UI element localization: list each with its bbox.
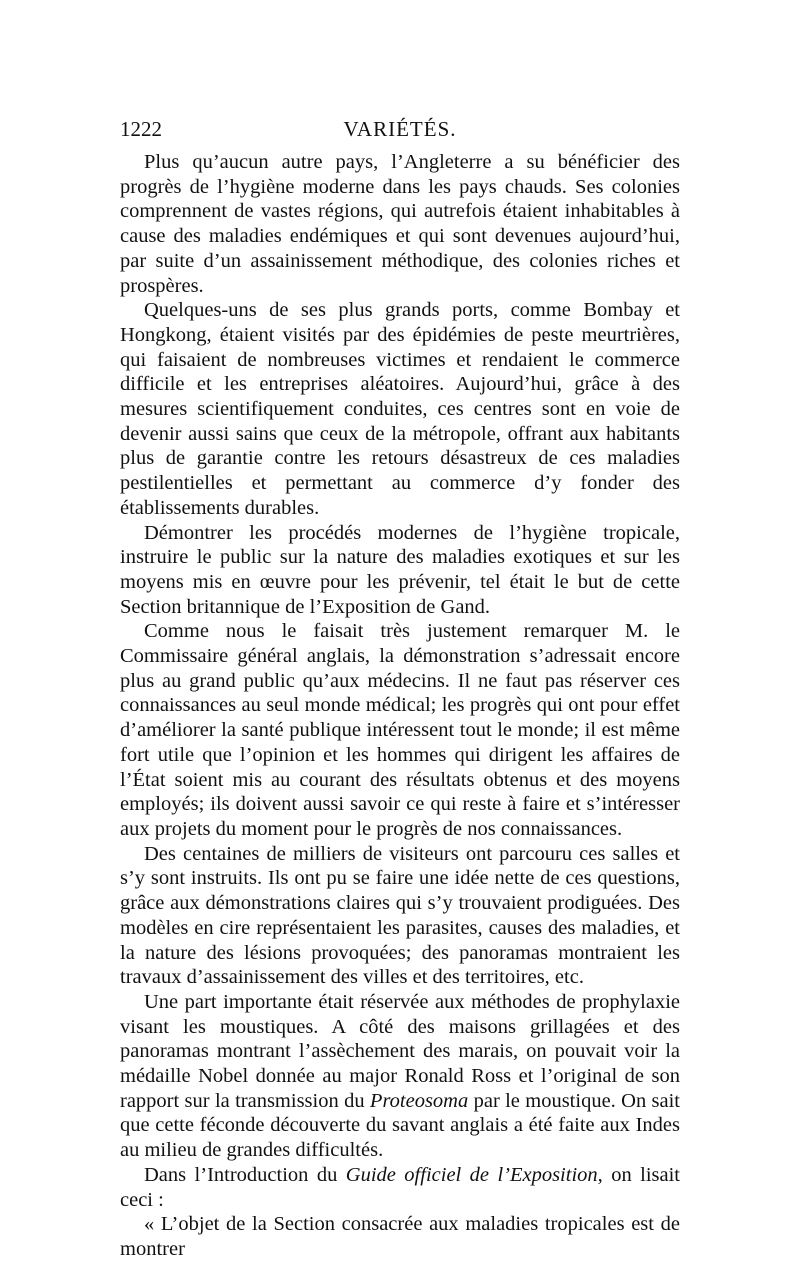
paragraph-demontrer: Démontrer les procédés modernes de l’hygiène tropicale, instruire le public sur la nature des maladies exotiques et sur les moyens mis en œuvre pour les prévenir, tel était le but de cette Section britannique de l’Exposition de Gand. <box>120 521 680 618</box>
running-header <box>120 114 680 144</box>
paragraph-quotation-start: « L’objet de la Section consacrée aux maladies tropicales est de montrer <box>120 1213 680 1260</box>
paragraph-hygiene-angleterre: Plus qu’aucun autre pays, l’Angleterre a su bénéficier des progrès de l’hygiène moderne dans les pays chauds. Ses colonies comprennent de vastes régions, qui autrefois étaient inhabitables à cause des maladies endémiques et qui sont devenues aujourd’hui, par suite d’un assainissement méthodique, des colonies riches et prospères. <box>120 151 680 297</box>
paragraph-moustiques <box>120 990 680 1163</box>
paragraph-ports: Quelques-uns de ses plus grands ports, comme Bombay et Hongkong, étaient visités par des épidémies de peste meurtrières, qui faisaient de nombreuses victimes et rendaient le commerce difficile et les entreprises aléatoires. Aujourd’hui, grâce à des mesures scientifiquement conduites, ces centres sont en voie de devenir aussi sains que ceux de la métropole, offrant aux habitants plus de garantie contre les retours désastreux de ces maladies pestilentielles et permettant au commerce d’y fonder des établissements durables. <box>120 299 680 519</box>
text-run: Une part importante était réservée aux méthodes de prophylaxie visant les moustiques. A côté des maisons grillagées et des panoramas montrant l’assèchement des marais, on pouvait voir la médaille Nobel donnée au major Ronald Ross et l’original de son rapport sur la transmission du <box>120 990 680 1112</box>
text-run: par le moustique. On sait que cette féconde découverte du savant anglais a été faite aux Indes au milieu de grandes difficultés. <box>120 1089 680 1162</box>
running-title: VARIÉTÉS. <box>343 117 457 141</box>
text-run: Dans l’Introduction du <box>144 1163 346 1186</box>
paragraph-introduction <box>120 1163 680 1212</box>
italic-title-guide: Guide officiel de l’Exposition, <box>345 1163 603 1186</box>
paragraph-visiteurs: Des centaines de milliers de visiteurs ont parcouru ces salles et s’y sont instruits. Ils ont pu se faire une idée nette de ces questions, grâce aux démonstrations claires qui s’y trouvaient prodiguées. Des modèles en cire représentaient les parasites, causes des maladies, et la nature des lésions provoquées; des panoramas montraient les travaux d’assainissement des villes et des territoires, etc. <box>120 842 680 989</box>
body-text <box>120 150 680 1262</box>
text-run: on lisait ceci : <box>120 1163 680 1211</box>
paragraph-commissaire: Comme nous le faisait très justement remarquer M. le Commissaire général anglais, la démonstration s’adressait encore plus au grand public qu’aux médecins. Il ne faut pas réserver ces connaissances au seul monde médical; les progrès qui ont pour effet d’améliorer la santé publique intéressent tout le monde; il est même fort utile que l’opinion et les hommes qui dirigent les affaires de l’État soient mis au courant des résultats obtenus et des moyens employés; ils doivent aussi savoir ce qui reste à faire et s’intéresser aux projets du moment pour le progrès de nos connaissances. <box>120 620 680 840</box>
italic-term-proteosoma: Proteosoma <box>369 1089 469 1112</box>
page-number: 1222 <box>120 117 162 141</box>
